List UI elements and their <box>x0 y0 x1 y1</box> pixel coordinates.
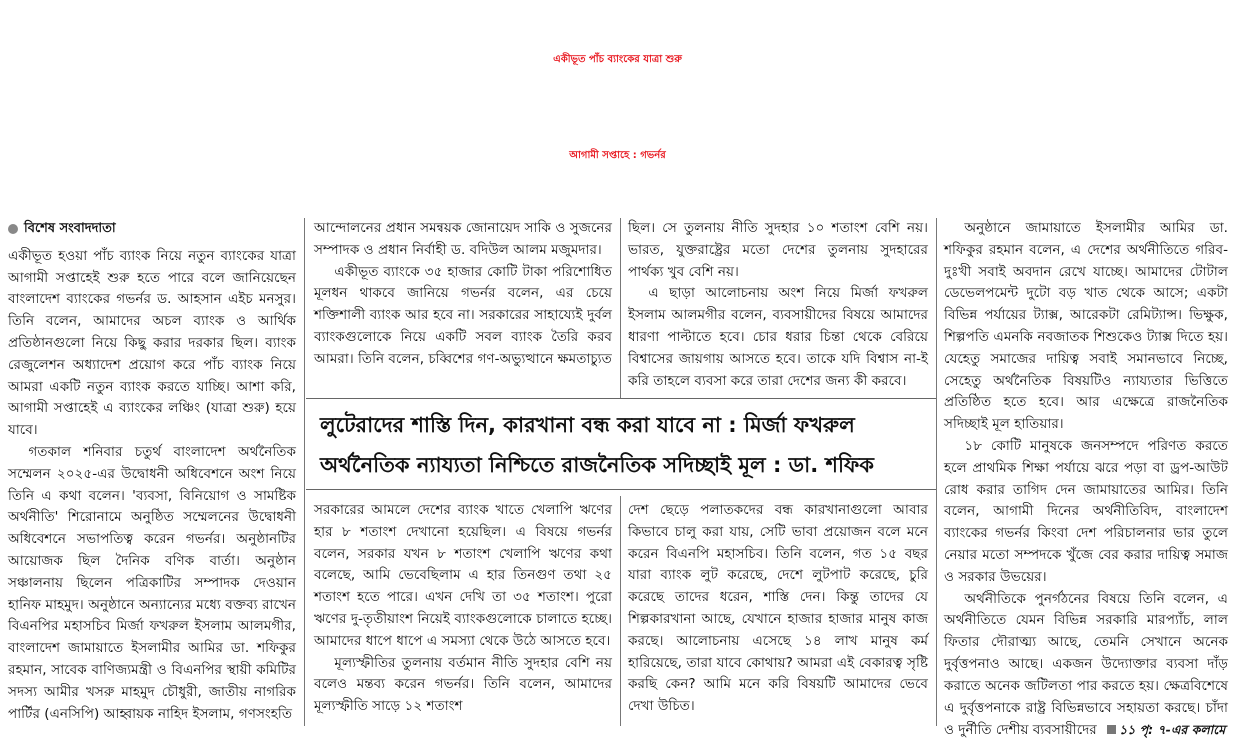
continuation-reference[interactable]: ১১ পৃ: ৭-এর কলামে <box>1119 722 1226 738</box>
column-divider <box>620 218 621 398</box>
paragraph: মূল্যস্ফীতির তুলনায় বর্তমান নীতি সুদহার বেশি নয় বলেও মন্তব্য করেন গভর্নর। তিনি বলেন, আমাদের মূল্যস্ফীতি সাড়ে ১২ শতাংশ <box>314 654 612 715</box>
column-divider <box>936 218 937 726</box>
headline <box>0 0 1235 212</box>
paragraph: দেশ ছেড়ে পলাতকদের বন্ধ কারখানাগুলো আবার কিভাবে চালু করা যায়, সেটি ভাবা প্রয়োজন বলে মনে করেন বিএনপি মহাসচিব। তিনি বলেন, গত ১৫ বছর যারা ব্যাংক লুট করেছে, দেশে লুটপাট করেছে, চুরি করেছে তাদের ধরেন, শাস্তি দেন। কিন্তু তাদের যে শিল্পকারখানা আছে, যেখানে হাজার হাজার মানুষ কাজ করছে। আলোচনায় এসেছে ১৪ লাখ মানুষ কর্ম হারিয়েছে, তারা যাবে কোথায়? আমরা এই বেকারত্ব সৃষ্টি করছি কেন? আমি মনে করি বিষয়টি আমাদের ভেবে দেখা উচিত। <box>628 502 928 715</box>
article-column-3-bottom <box>628 500 928 728</box>
paragraph <box>944 589 1228 742</box>
article-column-2-top <box>314 218 612 394</box>
paragraph: ছিল। সে তুলনায় নীতি সুদহার ১০ শতাংশ বেশি নয়। ভারত, যুক্তরাষ্ট্রের মতো দেশের তুলনায় সুদহারের পার্থক্য খুব বেশি নয়। <box>628 220 928 280</box>
paragraph: ১৮ কোটি মানুষকে জনসম্পদে পরিণত করতে হলে প্রাথমিক শিক্ষা পর্যায়ে ঝরে পড়া বা ড্রপ-আউট রোধ করার তাগিদ দেন জামায়াতের আমির। তিনি বলেন, আগামী দিনের অর্থনীতিবিদ, বাংলাদেশ ব্যাংকের গভর্নর কিংবা দেশ পরিচালনার ভার তুলে নেয়ার মতো সম্পদকে খুঁজে বের করার দায়িত্ব সমাজ ও সরকার উভয়ের। <box>944 437 1228 585</box>
article-column-4 <box>944 218 1228 739</box>
column-divider <box>304 218 305 726</box>
paragraph: গতকাল শনিবার চতুর্থ বাংলাদেশ অর্থনৈতিক সম্মেলন ২০২৫-এর উদ্বোধনী অধিবেশনে অংশ নিয়ে তিনি এ কথা বলেন। 'ব্যবসা, বিনিয়োগ ও সামষ্টিক অর্থনীতি' শিরোনামে অনুষ্ঠিত সম্মেলনের উদ্বোধনী অধিবেশনে সভাপতিত্ব করেন গভর্নর। অনুষ্ঠানটির আয়োজক ছিল দৈনিক বণিক বার্তা। অনুষ্ঠান সঞ্চালনায় ছিলেন পত্রিকাটির সম্পাদক দেওয়ান হানিফ মাহমুদ। অনুষ্ঠানে অন্যান্যের মধ্যে বক্তব্য রাখেন বিএনপির মহাসচিব মির্জা ফখরুল ইসলাম আলমগীর, বাংলাদেশ জামায়াতে ইসলামীর আমির ডা. শফিকুর রহমান, সাবেক বাণিজ্যমন্ত্রী ও বিএনপির স্থায়ী কমিটির সদস্য আমীর খসরু মাহমুদ চৌধুরী, জাতীয় নাগরিক পার্টির (এনসিপি) আহ্বায়ক নাহিদ ইসলাম, গণসংহতি <box>8 443 296 722</box>
paragraph: একীভূত হওয়া পাঁচ ব্যাংক নিয়ে নতুন ব্যাংকের যাত্রা আগামী সপ্তাহেই শুরু হতে পারে বলে জানিয়েছেন বাংলাদেশ ব্যাংকের গভর্নর ড. আহসান এইচ মনসুর। তিনি বলেন, আমাদের অচল ব্যাংক ও আর্থিক প্রতিষ্ঠানগুলো নিয়ে কিছু করার দরকার ছিল। ব্যাংক রেজুলেশন অধ্যাদেশ প্রয়োগ করে পাঁচ ব্যাংক নিয়ে আমরা একটি নতুন ব্যাংক করতে যাচ্ছি। আশা করি, আগামী সপ্তাহেই এ ব্যাংকের লঞ্চিং (যাত্রা শুরু) হয়ে যাবে। <box>8 247 296 439</box>
paragraph: সরকারের আমলে দেশের ব্যাংক খাতে খেলাপি ঋণের হার ৮ শতাংশ দেখানো হয়েছিল। এ বিষয়ে গভর্নর বলেন, সরকার যখন ৮ শতাংশ খেলাপি ঋণের কথা বলেছে, আমি ভেবেছিলাম এ হার তিনগুণ তথা ২৫ শতাংশ হতে পারে। এখন দেখি তা ৩৫ শতাংশ। পুরো ঋণের দু-তৃতীয়াংশ নিয়েই ব্যাংকগুলোকে চালাতে হচ্ছে। আমাদের ধাপে ধাপে এ সমস্যা থেকে উঠে আসতে হবে। <box>314 502 612 649</box>
headline-line-1: একীভূত পাঁচ ব্যাংকের যাত্রা শুরু <box>553 54 682 65</box>
byline-text: বিশেষ সংবাদদাতা <box>24 221 116 236</box>
pullquote-line-2: অর্থনৈতিক ন্যায্যতা নিশ্চিতে রাজনৈতিক সদিচ্ছাই মূল : ডা. শফিক <box>320 453 874 477</box>
pullquote-line-1: লুটেরাদের শাস্তি দিন, কারখানা বন্ধ করা যাবে না : মির্জা ফখরুল <box>320 413 855 437</box>
byline <box>8 218 296 240</box>
article-column-2-bottom <box>314 500 612 728</box>
pullquote-box <box>306 398 936 490</box>
paragraph: অনুষ্ঠানে জামায়াতে ইসলামীর আমির ডা. শফিকুর রহমান বলেন, এ দেশের অর্থনীতিতে গরিব-দুঃখী সবাই অবদান রেখে যাচ্ছে। আমাদের টোটাল ডেভেলপমেন্ট দুটো বড় খাত থেকে আসে; একটা বিভিন্ন পর্যায়ের ট্যাক্স, আরেকটা রেমিট্যান্স। ভিক্ষুক, শিল্পপতি এমনকি নবজাতক শিশুকেও ট্যাক্স দিতে হয়। যেহেতু সমাজের দায়িত্ব সবাই সমানভাবে নিচ্ছে, সেহেতু অর্থনৈতিক বিষয়টিও ন্যায্যতার ভিত্তিতে প্রতিষ্ঠিত হতে হবে। আর এক্ষেত্রে রাজনৈতিক সদিচ্ছাই মূল হাতিয়ার। <box>944 220 1228 433</box>
bullet-icon <box>8 224 18 234</box>
paragraph: আন্দোলনের প্রধান সমন্বয়ক জোনায়েদ সাকি ও সুজনের সম্পাদক ও প্রধান নির্বাহী ড. বদিউল আলম মজুমদার। <box>314 220 612 258</box>
column-divider <box>620 496 621 726</box>
article-column-1 <box>8 218 296 728</box>
article-column-3-top <box>628 218 928 394</box>
paragraph: এ ছাড়া আলোচনায় অংশ নিয়ে মির্জা ফখরুল ইসলাম আলমগীর বলেন, ব্যবসায়ীদের বিষয়ে আমাদের ধারণা পাল্টাতে হবে। চোর ধরার চিন্তা থেকে বেরিয়ে বিশ্বাসের জায়গায় আসতে হবে। তাকে যদি বিশ্বাস না-ই করি তাহলে ব্যবসা করে তারা দেশের জন্য কী করবে। <box>628 285 928 389</box>
paragraph-text: অর্থনীতিকে পুনর্গঠনের বিষয়ে তিনি বলেন, এ অর্থনীতিতে যেমন বিভিন্ন সরকারি মারপ্যাঁচ, লাল ফিতার দৌরাত্ম্য আছে, তেমনি সেখানে অনেক দুর্বৃত্তপনাও আছে। একজন উদ্যোক্তার ব্যবসা দাঁড় করাতে অনেক জটিলতা পার করতে হয়। ক্ষেত্রবিশেষে এ দুর্বৃত্তপনাকে রাষ্ট্র বিভিন্নভাবে সহায়তা করছে। চাঁদা ও দুর্নীতি দেশীয় ব্যবসায়ীদের <box>944 590 1228 739</box>
paragraph: একীভূত ব্যাংকে ৩৫ হাজার কোটি টাকা পরিশোধিত মূলধন থাকবে জানিয়ে গভর্নর বলেন, এর চেয়ে শক্তিশালী ব্যাংক আর হবে না। সরকারের সাহায্যেই দুর্বল ব্যাংকগুলোকে নিয়ে একটি সবল ব্যাংক তৈরি করব আমরা। তিনি বলেন, চব্বিশের গণ-অভ্যুত্থানে ক্ষমতাচ্যুত <box>314 263 612 367</box>
continuation-marker-icon <box>1107 725 1116 734</box>
headline-line-2: আগামী সপ্তাহে : গভর্নর <box>569 150 666 161</box>
